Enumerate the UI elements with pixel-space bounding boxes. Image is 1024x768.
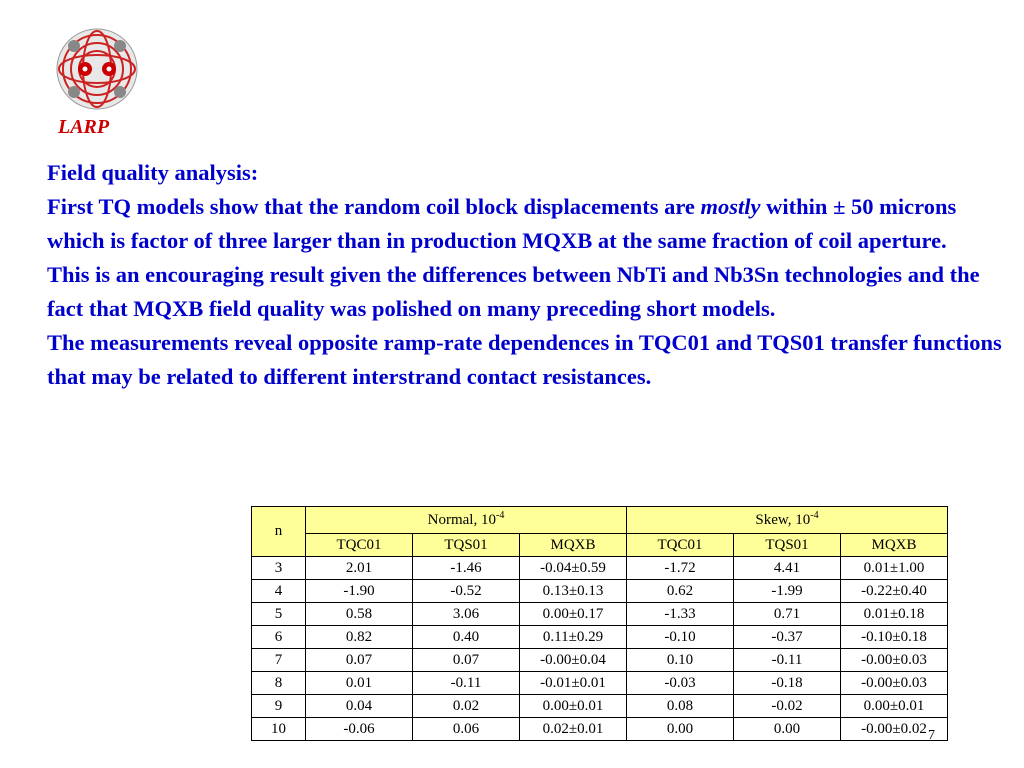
table-row — [252, 603, 948, 626]
table-cell: -1.90 — [306, 580, 413, 603]
row-index-cell: 4 — [252, 580, 306, 603]
table-cell: -0.11 — [734, 649, 841, 672]
column-header: TQC01 — [306, 534, 413, 557]
table-cell: 0.11±0.29 — [520, 626, 627, 649]
row-index-cell: 8 — [252, 672, 306, 695]
column-header: TQS01 — [413, 534, 520, 557]
table-cell: 0.13±0.13 — [520, 580, 627, 603]
table-cell: 2.01 — [306, 557, 413, 580]
table-cell: 0.02 — [413, 695, 520, 718]
table-row — [252, 626, 948, 649]
table-cell: -0.22±0.40 — [841, 580, 948, 603]
table-cell: 0.01 — [306, 672, 413, 695]
table-row — [252, 672, 948, 695]
table-cell: -0.00±0.02 — [841, 718, 948, 741]
table-cell: -0.06 — [306, 718, 413, 741]
row-index-cell: 6 — [252, 626, 306, 649]
table-cell: -1.33 — [627, 603, 734, 626]
table-cell: -1.72 — [627, 557, 734, 580]
table-cell: -1.46 — [413, 557, 520, 580]
table-cell: -0.10±0.18 — [841, 626, 948, 649]
table-cell: 0.07 — [413, 649, 520, 672]
table-cell: 0.71 — [734, 603, 841, 626]
table-cell: -0.03 — [627, 672, 734, 695]
page-number: 7 — [928, 728, 935, 743]
table-cell: -0.04±0.59 — [520, 557, 627, 580]
table-cell: 0.08 — [627, 695, 734, 718]
logo-label: LARP — [58, 116, 110, 138]
row-index-cell: 9 — [252, 695, 306, 718]
n-header: n — [252, 507, 306, 557]
row-index-cell: 10 — [252, 718, 306, 741]
column-header: TQS01 — [734, 534, 841, 557]
table-row — [252, 557, 948, 580]
column-header: TQC01 — [627, 534, 734, 557]
table-cell: -0.00±0.04 — [520, 649, 627, 672]
table-cell: -0.00±0.03 — [841, 672, 948, 695]
table-cell: 0.58 — [306, 603, 413, 626]
paragraph-2: This is an encouraging result given the differences between NbTi and Nb3Sn technologies and the fact that MQXB field quality was polished on many preceding short models. — [47, 262, 980, 321]
table-cell: -0.11 — [413, 672, 520, 695]
table-cell: -0.10 — [627, 626, 734, 649]
table-cell: -0.37 — [734, 626, 841, 649]
table-cell: 0.62 — [627, 580, 734, 603]
table-row — [252, 695, 948, 718]
table-row — [252, 718, 948, 741]
table-cell: 0.00±0.17 — [520, 603, 627, 626]
table-cell: 0.02±0.01 — [520, 718, 627, 741]
table-cell: 0.40 — [413, 626, 520, 649]
table-cell: -1.99 — [734, 580, 841, 603]
table-cell: 0.00±0.01 — [520, 695, 627, 718]
table-cell: -0.02 — [734, 695, 841, 718]
table-cell: 0.82 — [306, 626, 413, 649]
table-cell: -0.18 — [734, 672, 841, 695]
table-cell: -0.01±0.01 — [520, 672, 627, 695]
table-cell: 0.07 — [306, 649, 413, 672]
table-cell: -0.52 — [413, 580, 520, 603]
paragraph-1: First TQ models show that the random coil block displacements are mostly within ± 50 microns which is factor of three larger than in production MQXB at the same fraction of coil aperture. — [47, 194, 957, 253]
column-header: MQXB — [520, 534, 627, 557]
table-cell: 0.10 — [627, 649, 734, 672]
normal-group-header: Normal, $10^{-4}$ — [306, 507, 627, 534]
table-cell: 0.01±1.00 — [841, 557, 948, 580]
table-cell: 4.41 — [734, 557, 841, 580]
paragraph-3: The measurements reveal opposite ramp-rate dependences in TQC01 and TQS01 transfer functions that may be related to different interstrand contact resistances. — [47, 330, 1002, 389]
column-header: MQXB — [841, 534, 948, 557]
row-index-cell: 3 — [252, 557, 306, 580]
table-row — [252, 580, 948, 603]
table-row — [252, 649, 948, 672]
row-index-cell: 5 — [252, 603, 306, 626]
table-cell: 0.00 — [734, 718, 841, 741]
heading: Field quality analysis: — [47, 160, 259, 185]
larp-logo — [54, 26, 140, 112]
table-cell: 3.06 — [413, 603, 520, 626]
table-cell: 0.00 — [627, 718, 734, 741]
table-cell: 0.04 — [306, 695, 413, 718]
table-cell: -0.00±0.03 — [841, 649, 948, 672]
slide-body — [47, 156, 1007, 394]
table-cell: 0.00±0.01 — [841, 695, 948, 718]
table-cell: 0.06 — [413, 718, 520, 741]
row-index-cell: 7 — [252, 649, 306, 672]
table-body — [252, 557, 948, 741]
table-cell: 0.01±0.18 — [841, 603, 948, 626]
skew-group-header: Skew, $10^{-4}$ — [627, 507, 948, 534]
field-quality-table — [251, 506, 948, 741]
